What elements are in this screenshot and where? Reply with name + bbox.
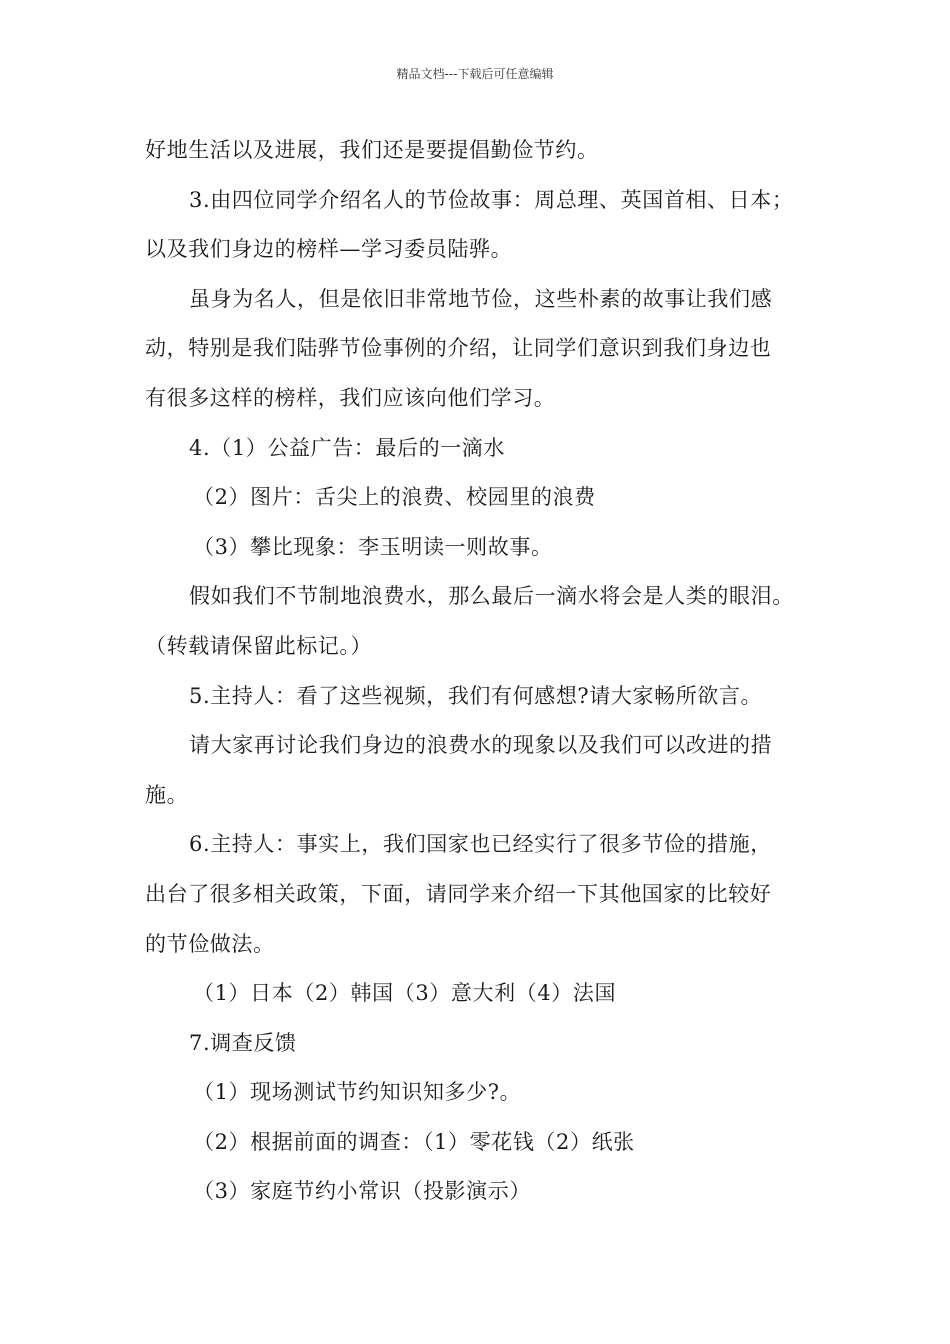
- paragraph-line: 好地生活以及进展，我们还是要提倡勤俭节约。: [145, 138, 599, 162]
- paragraph-line: 虽身为名人，但是依旧非常地节俭，这些朴素的故事让我们感: [189, 286, 773, 311]
- paragraph-line: 请大家再讨论我们身边的浪费水的现象以及我们可以改进的措: [189, 733, 773, 758]
- paragraph-line: （1）现场测试节约知识知多少?。: [193, 1080, 522, 1105]
- paragraph-line: 4.（1）公益广告：最后的一滴水: [189, 435, 505, 460]
- document-body: [145, 126, 825, 1217]
- paragraph-line: 7.调查反馈: [189, 1030, 297, 1055]
- paragraph-line: 以及我们身边的榜样—学习委员陆骅。: [145, 237, 513, 262]
- paragraph-line: 动，特别是我们陆骅节俭事例的介绍，让同学们意识到我们身边也: [145, 336, 772, 361]
- paragraph-line: 5.主持人：看了这些视频，我们有何感想?请大家畅所欲言。: [189, 683, 763, 708]
- paragraph-line: （2）图片：舌尖上的浪费、校园里的浪费: [193, 485, 596, 510]
- paragraph-line: 假如我们不节制地浪费水，那么最后一滴水将会是人类的眼泪。: [189, 584, 794, 609]
- paragraph-line: 出台了很多相关政策，下面，请同学来介绍一下其他国家的比较好: [145, 881, 772, 906]
- paragraph-line: （3）攀比现象：李玉明读一则故事。: [193, 534, 553, 559]
- page-header: 精品文档---下载后可任意编辑: [396, 67, 554, 81]
- paragraph-line: （3）家庭节约小常识（投影演示）: [193, 1179, 531, 1204]
- paragraph-line: 3.由四位同学介绍名人的节俭故事：周总理、英国首相、日本；: [189, 187, 794, 212]
- paragraph-line: 6.主持人：事实上，我们国家也已经实行了很多节俭的措施，: [189, 832, 772, 857]
- paragraph-line: （1）日本（2）韩国（3）意大利（4）法国: [193, 981, 617, 1006]
- paragraph-line: （2）根据前面的调查：（1）零花钱（2）纸张: [193, 1129, 635, 1154]
- paragraph-line: 的节俭做法。: [145, 931, 275, 956]
- paragraph-line: （转载请保留此标记。）: [145, 633, 373, 658]
- paragraph-line: 有很多这样的榜样，我们应该向他们学习。: [145, 385, 556, 410]
- paragraph-line: 施。: [145, 782, 189, 807]
